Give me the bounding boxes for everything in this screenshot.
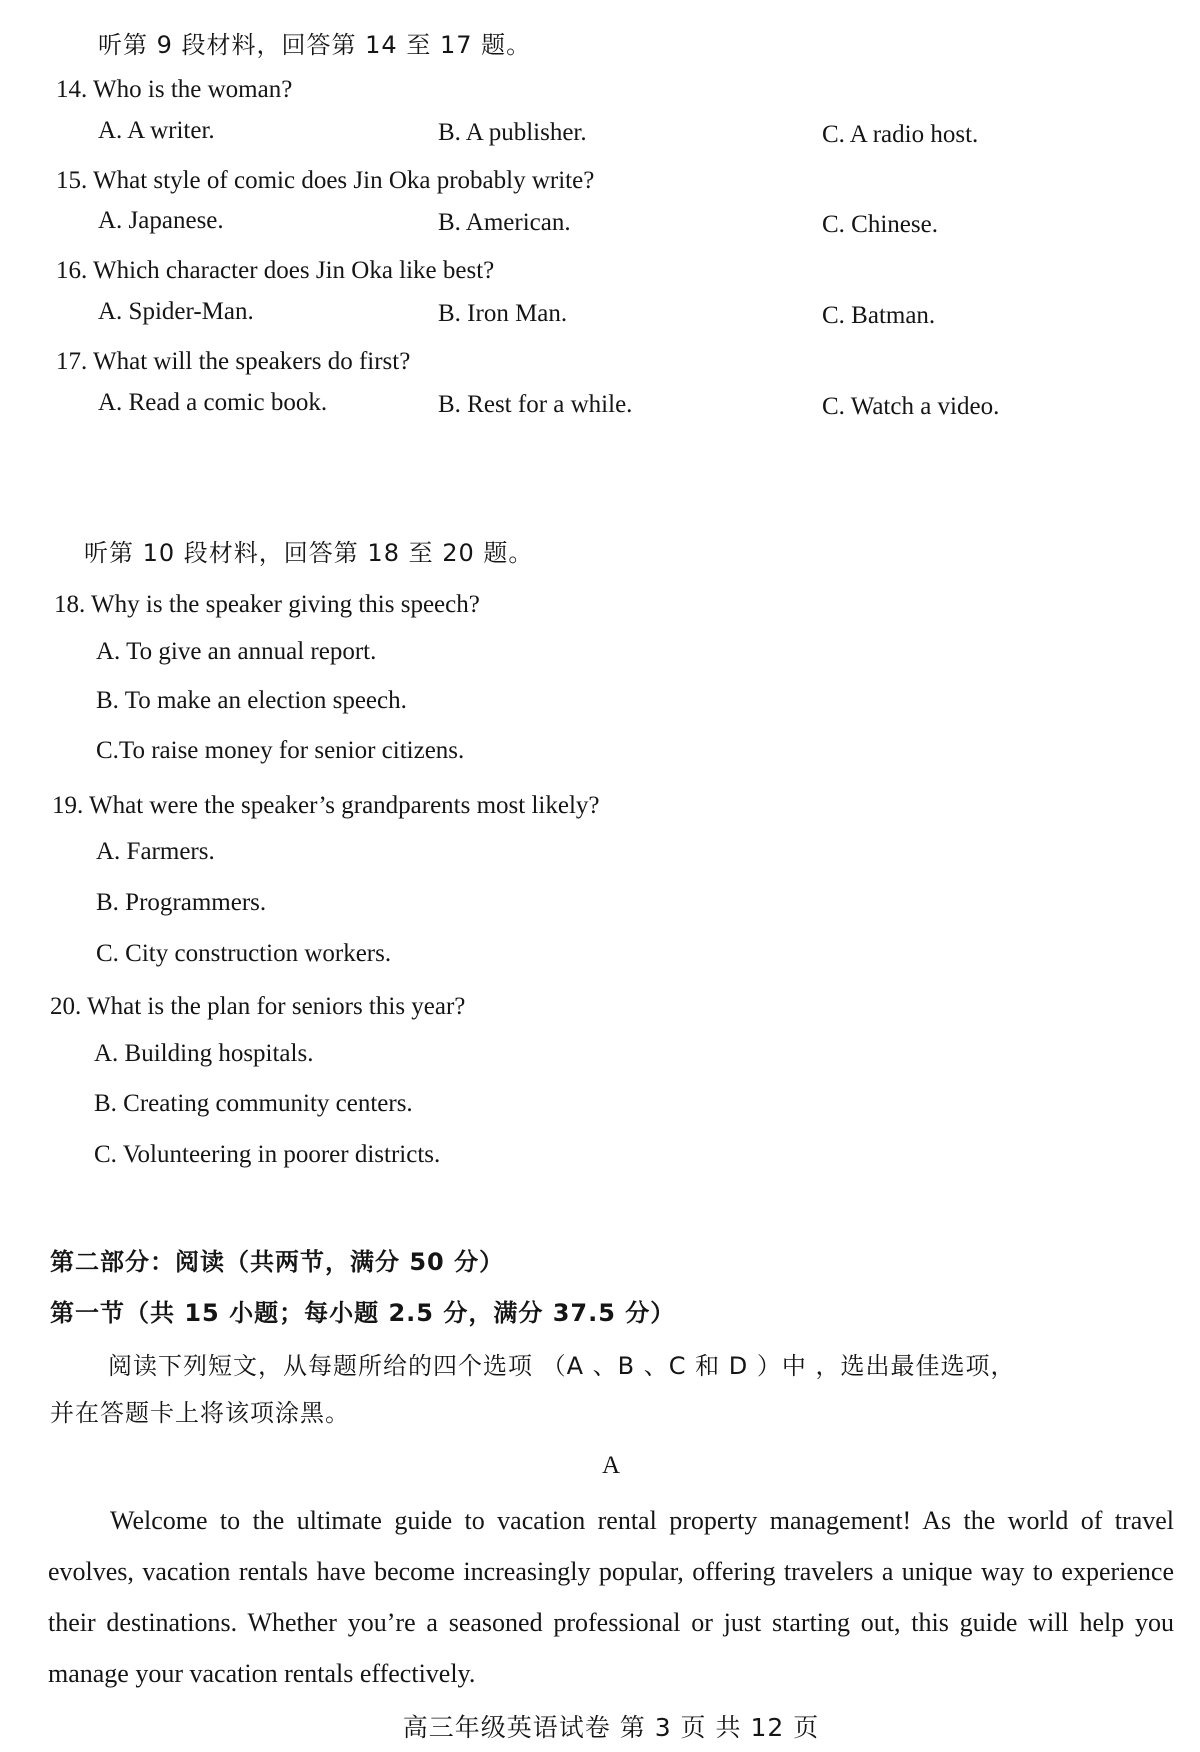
question-20-stem: 20. What is the plan for seniors this year? <box>50 993 466 1020</box>
question-17-option-b: B. Rest for a while. <box>438 391 633 418</box>
section-title: 第一节（共 15 小题；每小题 2.5 分，满分 37.5 分） <box>50 1299 676 1327</box>
passage-label: A <box>601 1452 621 1479</box>
instructions-line-1: 阅读下列短文，从每题所给的四个选项 （A 、B 、C 和 D ）中 ，选出最佳选项， <box>108 1352 1016 1380</box>
question-17-option-a: A. Read a comic book. <box>98 389 328 416</box>
question-16-stem: 16. Which character does Jin Oka like best? <box>56 257 495 284</box>
question-14-stem: 14. Who is the woman? <box>56 76 293 103</box>
question-20-option-a: A. Building hospitals. <box>94 1040 314 1067</box>
question-18-option-a: A. To give an annual report. <box>96 638 377 665</box>
section-header-10: 听第 10 段材料，回答第 18 至 20 题。 <box>84 539 534 567</box>
question-16-option-b: B. Iron Man. <box>438 300 568 327</box>
question-15-option-c: C. Chinese. <box>822 211 938 238</box>
question-20-option-b: B. Creating community centers. <box>94 1090 413 1117</box>
question-14-option-b: B. A publisher. <box>438 119 587 146</box>
question-19-option-b: B. Programmers. <box>96 889 267 916</box>
question-19-stem: 19. What were the speaker’s grandparents most likely? <box>52 792 600 819</box>
question-14-option-c: C. A radio host. <box>822 121 979 148</box>
question-15-stem: 15. What style of comic does Jin Oka probably write? <box>56 167 595 194</box>
question-20-option-c: C. Volunteering in poorer districts. <box>94 1141 441 1168</box>
question-15-option-b: B. American. <box>438 209 571 236</box>
passage-paragraph: Welcome to the ultimate guide to vacation rental property management! As the world of travel evolves, vacation rentals have become increasingly popular, offering travelers a unique way to experience their destinations. Whether you’re a seasoned professional or just starting out, this guide will help you manage your vacation rentals effectively. <box>48 1506 1174 1688</box>
question-19-option-c: C. City construction workers. <box>96 940 392 967</box>
question-16-option-c: C. Batman. <box>822 302 936 329</box>
question-16-option-a: A. Spider-Man. <box>98 298 254 325</box>
question-17-option-c: C. Watch a video. <box>822 393 1000 420</box>
question-19-option-a: A. Farmers. <box>96 838 215 865</box>
part-title: 第二部分：阅读（共两节，满分 50 分） <box>50 1248 505 1276</box>
section-header-9: 听第 9 段材料，回答第 14 至 17 题。 <box>98 31 532 59</box>
page-footer: 高三年级英语试卷 第 3 页 共 12 页 <box>402 1713 820 1742</box>
question-14-option-a: A. A writer. <box>98 117 215 144</box>
question-18-option-c: C.To raise money for senior citizens. <box>96 737 465 764</box>
question-18-stem: 18. Why is the speaker giving this speech? <box>54 591 480 618</box>
instructions-line-2: 并在答题卡上将该项涂黑。 <box>50 1399 350 1427</box>
question-15-option-a: A. Japanese. <box>98 207 224 234</box>
question-17-stem: 17. What will the speakers do first? <box>56 348 411 375</box>
question-18-option-b: B. To make an election speech. <box>96 687 407 714</box>
